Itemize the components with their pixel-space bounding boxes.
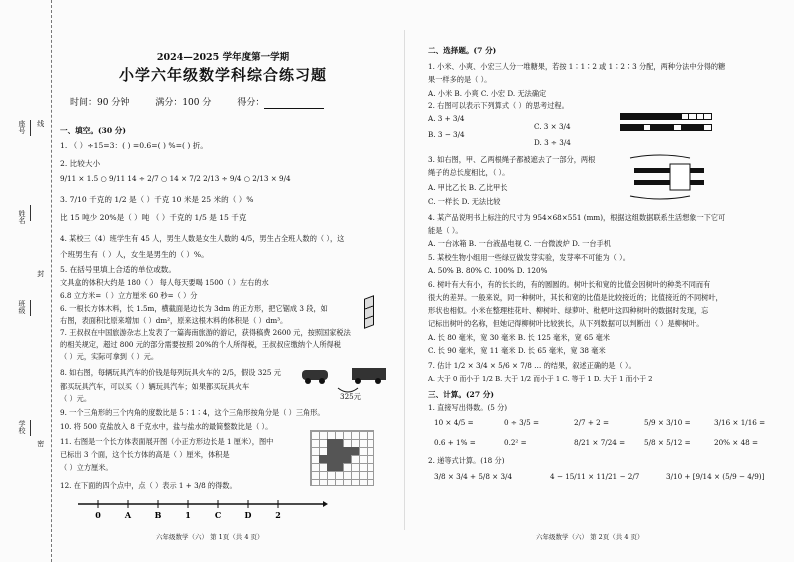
page-one [58,0,394,562]
question-10: 10. 将 500 克盐放入 8 千克水中，盐与盐水的最简整数比是（ ）。 [60,422,273,431]
gutter-mark-seal: 封 [36,270,45,277]
gutter-line [30,205,31,221]
calc-item[interactable]: 3/16 × 1/16 = [714,418,766,427]
question-8-end: （ ）元。 [60,394,92,403]
question-8-cont: 都买玩具汽车，可以买（ ）辆玩具汽车；如果都买玩具火车 [60,382,250,391]
question-7-end: （ ）元，实际可拿到（ ）元。 [60,352,159,361]
toy-car-icon [302,370,328,380]
choice-6-cont-3: 记标出树叶的名称，但她记得柳树叶比较狭长，从下列数据可以判断出（ ）是柳树叶。 [428,319,704,328]
calc-item[interactable]: 20% × 48 = [714,438,759,447]
choice-2-option-b: B. 3 − 3/4 [428,130,465,139]
calc-stepwise-item[interactable]: 3/10 + [9/14 × (5/9 − 4/9)] [666,472,765,481]
choice-4-cont: 能是（ ）。 [428,226,463,235]
choice-7: 7. 估计 1/2 × 3/4 × 5/6 × 7/8 … 的结果，叙述正确的是（ ）。 [428,361,636,370]
question-4-cont: 个班男生有（ ）人，女生是男生的（ ）%。 [60,250,209,259]
gutter-line [30,420,31,436]
question-5: 5. 在括号里填上合适的单位或数。 [60,265,176,274]
binding-gutter [0,0,52,562]
question-5-row-2: 6.8 立方米=（ ）立方厘米 60 秒=（ ）分 [60,291,198,300]
choice-3-cont: 绳子的总长度相比，（ ）。 [428,168,510,177]
question-6-cont: 右图，表面积比原来增加（ ）dm²，原来这根木料的体积是（ ）dm³。 [60,316,288,325]
net-grid-figure [310,430,374,486]
section-calculation: 三、计算。(27 分) [428,390,494,399]
choice-6-cont-2: 形状也相似。小米在整理桂花叶、柳树叶、绿萝叶、枇杷叶这四种树叶的数据时发现，忘 [428,306,709,315]
calc-item[interactable]: 0.2² = [504,438,527,447]
calc-item[interactable]: 0 ÷ 3/5 = [504,418,540,427]
question-11-cont: 已标出 3 个面，这个长方体的高是（ ）厘米，体积是 [60,450,230,459]
calc-item[interactable]: 2/7 + 2 = [574,418,610,427]
question-11-end: （ ）立方厘米。 [60,463,113,472]
calc-stepwise-title: 2. 递等式计算。(18 分) [428,456,505,465]
calc-item[interactable]: 5/9 × 3/10 = [644,418,691,427]
choice-1-options: A. 小米 B. 小爽 C. 小宏 D. 无法确定 [428,89,547,98]
calc-item[interactable]: 5/8 × 5/12 = [644,438,691,447]
choice-6: 6. 树叶有大有小，有的长长的，有的圆圆的。树叶长和宽的比值会因树叶的种类不同而有 [428,280,711,289]
gutter-label-seat: 座号 [18,120,26,134]
rope-figure [620,152,720,202]
page-footer-1: 六年级数学（六） 第 1页（共 4 页） [156,533,264,541]
number-line-label: 0 [95,510,101,520]
school-year: 2024—2025 学年度第一学期 [156,52,290,63]
choice-6-cont-1: 很大的差异。一般来说，同一种树叶，其长和宽的比值是比较接近的；比值接近的不同树叶， [428,293,723,302]
calc-item[interactable]: 0.6 + 1% = [434,438,476,447]
question-8: 8. 如右图，每辆玩具汽车的价钱是每列玩具火车的 2/5，假设 325 元 [60,368,281,377]
number-line-label: C [214,510,222,520]
choice-4: 4. 某产品说明书上标注的尺寸为 954×68×551 (mm)，根据这组数据联系生活想象一下它可 [428,213,726,222]
exam-info [70,98,390,109]
gutter-mark-secret: 密 [36,440,45,447]
question-2-items: 9/11 × 1.5 ○ 9/11 14 ÷ 2/7 ○ 14 × 7/2 2/13 ÷ 9/4 ○ 2/13 × 9/4 [60,174,291,183]
wood-block-figure [364,295,374,329]
page-footer-2: 六年级数学（六） 第 2页（共 4 页） [536,533,644,541]
calc-item[interactable]: 8/21 × 7/24 = [574,438,626,447]
choice-1-cont: 果一样多的是（ ）。 [428,75,492,84]
question-5-row-1: 文具盒的体积大约是 180（ ） 每人每天要喝 1500（ ）左右的水 [60,278,269,287]
choice-6-options-2: C. 长 90 毫米，宽 11 毫米 D. 长 65 毫米，宽 38 毫米 [428,346,606,355]
page-two [424,0,776,562]
section-multiple-choice: 二、选择题。(7 分) [428,46,497,55]
choice-3-options-1: A. 甲比乙长 B. 乙比甲长 [428,183,508,192]
number-line-label: 2 [275,510,281,520]
choice-2-option-c: C. 3 × 3/4 [534,122,571,131]
choice-6-options-1: A. 长 80 毫米，宽 30 毫米 B. 长 125 毫米，宽 65 毫米 [428,333,610,342]
gutter-label-class: 班级 [18,300,26,314]
calc-stepwise-item[interactable]: 4 − 15/11 × 11/21 − 2/7 [550,472,640,481]
gutter-label-name: 姓名 [18,210,26,224]
gutter-mark-line: 线 [36,120,45,127]
choice-3-options-2: C. 一样长 D. 无法比较 [428,197,501,206]
question-12: 12. 在下面的四个点中，点（ ）表示 1 + 3/8 的得数。 [60,481,237,490]
choice-5: 5. 某校生物小组用一些绿豆做发芽实验，发芽率不可能为（ ）。 [428,253,630,262]
page-divider [404,30,405,530]
number-line-label: B [154,510,162,520]
exam-full-marks: 满分：100 分 [155,98,212,108]
question-11: 11. 右图是一个长方体表面展开图（小正方形边长是 1 厘米），图中 [60,437,274,446]
question-2: 2. 比较大小 [60,159,101,168]
fraction-bar-figure [620,124,712,131]
question-1: 1. （ ）÷15=3：( ) =0.6=( ) %=( ) 折。 [60,141,208,150]
choice-2: 2. 右图可以表示下列算式（ ）的思考过程。 [428,101,569,110]
choice-4-options: A. 一台冰箱 B. 一台液晶电视 C. 一台微波炉 D. 一台手机 [428,239,611,248]
question-4: 4. 某校三（4）班学生有 45 人，男生人数是女生人数的 4/5，男生占全班人数的（ ），这 [60,234,345,243]
choice-2-option-d: D. 3 ÷ 3/4 [534,138,571,147]
calc-item[interactable]: 10 × 4/5 = [434,418,474,427]
question-7: 7. 王叔叔在中国旅游杂志上发表了一篇海南旅游的游记，获得稿费 2600 元，按照国家税法 [60,328,351,337]
choice-5-options: A. 50% B. 80% C. 100% D. 120% [428,266,548,275]
choice-2-option-a: A. 3 + 3/4 [428,114,465,123]
page-title: 小学六年级数学科综合练习题 [118,66,327,84]
gutter-label-school: 学校 [18,420,26,434]
gutter-line [30,300,31,316]
question-3-row-2: 比 15 吨少 20%是（ ）吨 （ ）千克的 1/5 是 15 千克 [60,213,247,222]
choice-1: 1. 小米、小爽、小宏三人分一堆糖果，若按 1∶1∶2 或 1∶2∶3 分配，两种分法中分得的糖 [428,62,726,71]
choice-3: 3. 如右图，甲、乙两根绳子都被遮去了一部分，两根 [428,155,596,164]
score-field[interactable]: 得分： [237,98,324,109]
question-7-cont: 的相关规定，超过 800 元的部分需要按照 20%的个人所得税，王叔叔应缴纳个人所得税 [60,340,341,349]
number-line [78,496,328,522]
question-3-row-1: 3. 7/10 千克的 1/2 是（ ）千克 10 米是 25 米的（ ）% [60,195,254,204]
number-line-label: A [124,510,132,520]
calc-direct-title: 1. 直接写出得数。(5 分) [428,403,508,412]
choice-7-options: A. 大于 0 而小于 1/2 B. 大于 1/2 而小于 1 C. 等于 1 D. 大于 1 而小于 2 [428,375,653,383]
price-label: 325元 [340,392,361,401]
question-6: 6. 一根长方体木料，长 1.5m，横截面是边长为 3dm 的正方形，把它锯成 3 段，如 [60,304,328,313]
number-line-label: D [244,510,252,520]
question-9: 9. 一个三角形的三个内角的度数比是 5∶1∶4，这个三角形按角分是（ ）三角形。 [60,408,325,417]
calc-stepwise-item[interactable]: 3/8 × 3/4 + 5/8 × 3/4 [434,472,513,481]
gutter-line [30,120,31,136]
fraction-bar-figure [620,113,712,120]
number-line-label: 1 [185,510,191,520]
exam-time: 时间：90 分钟 [70,98,130,108]
section-fill-in: 一、填空。(30 分) [60,126,126,135]
